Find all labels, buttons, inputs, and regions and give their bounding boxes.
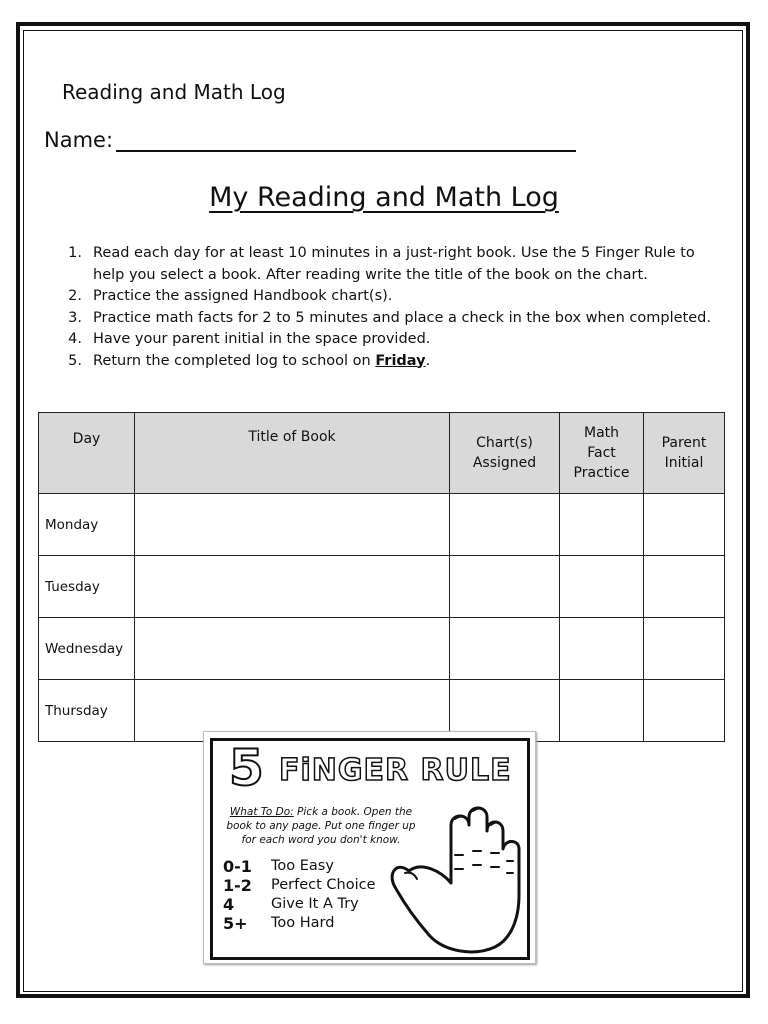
log-label: Reading and Math Log <box>62 80 286 104</box>
instruction-number: 3. <box>68 309 82 326</box>
instruction-number: 1. <box>68 245 82 261</box>
instruction-text: Practice math facts for 2 to 5 minutes and place a check in the box when completed. <box>93 309 711 326</box>
scale-label: Too Easy <box>271 858 334 874</box>
math-practice-cell[interactable] <box>560 556 644 618</box>
header-math-line2: Fact <box>587 445 616 461</box>
scale-key: 1-2 <box>223 876 252 895</box>
header-parent-initial <box>644 413 725 494</box>
book-title-cell[interactable] <box>135 618 450 680</box>
scale-key: 5+ <box>223 914 248 933</box>
math-practice-cell[interactable] <box>560 618 644 680</box>
instruction-number: 5. <box>68 352 82 369</box>
scale-label: Give It A Try <box>271 896 359 912</box>
rule-heading: FiNGER RULE <box>279 753 512 788</box>
instruction-item <box>62 308 722 330</box>
day-cell: Wednesday <box>39 618 135 680</box>
table-row <box>39 556 725 618</box>
rule-card-border <box>210 738 530 960</box>
instruction-number: 2. <box>68 288 82 304</box>
header-title-of-book: Title of Book <box>135 413 450 494</box>
charts-cell[interactable] <box>450 494 560 556</box>
scale-row <box>223 895 376 914</box>
parent-initial-cell[interactable] <box>644 494 725 556</box>
what-to-do-body: Pick a book. Open the book to any page. Put one finger up for each word you don't know. <box>226 806 416 846</box>
hand-icon <box>387 791 527 959</box>
parent-initial-cell[interactable] <box>644 680 725 742</box>
header-parent-line2: Initial <box>664 455 704 471</box>
day-cell: Monday <box>39 494 135 556</box>
header-parent-line1: Parent <box>661 435 707 451</box>
instruction-text: Have your parent initial in the space provided. <box>93 331 431 347</box>
instruction-item <box>62 286 722 308</box>
charts-cell[interactable] <box>450 618 560 680</box>
scale-row <box>223 914 376 933</box>
table-row <box>39 494 725 556</box>
instruction-item <box>62 351 722 373</box>
instruction-item <box>62 243 722 286</box>
what-to-do-label: What To Do: <box>229 806 294 818</box>
page-title <box>0 182 768 213</box>
instruction-number: 4. <box>68 331 82 347</box>
header-math-fact-practice <box>560 413 644 494</box>
due-day: Friday <box>375 352 426 369</box>
day-cell: Tuesday <box>39 556 135 618</box>
instruction-text: Read each day for at least 10 minutes in a just-right book. Use the 5 Finger Rule to help you select a book. After reading write the title of the book on the chart. <box>93 245 695 283</box>
day-cell: Thursday <box>39 680 135 742</box>
name-field-line[interactable] <box>116 150 576 152</box>
scale-label: Too Hard <box>271 915 335 931</box>
five-finger-rule-card <box>203 731 536 964</box>
instructions-list <box>62 243 722 372</box>
book-title-cell[interactable] <box>135 494 450 556</box>
book-title-cell[interactable] <box>135 556 450 618</box>
table-header-row <box>39 413 725 494</box>
math-practice-cell[interactable] <box>560 494 644 556</box>
header-math-line1: Math <box>583 425 620 441</box>
header-charts-assigned <box>450 413 560 494</box>
rule-scale <box>223 857 376 933</box>
page-title-text: My Reading and Math Log <box>209 182 559 213</box>
table-row <box>39 618 725 680</box>
math-practice-cell[interactable] <box>560 680 644 742</box>
rule-number: 5 <box>229 739 264 797</box>
instruction-text: Practice the assigned Handbook chart(s). <box>93 288 393 304</box>
scale-label: Perfect Choice <box>271 877 376 893</box>
charts-cell[interactable] <box>450 556 560 618</box>
scale-row <box>223 857 376 876</box>
reading-math-log-table <box>38 412 725 742</box>
header-charts-line1: Chart(s) <box>476 435 533 451</box>
instruction-text: Return the completed log to school on <box>93 352 376 369</box>
instruction-item <box>62 329 722 351</box>
scale-row <box>223 876 376 895</box>
scale-key: 0-1 <box>223 857 252 876</box>
instruction-text-end: . <box>425 352 431 369</box>
header-charts-line2: Assigned <box>472 455 537 471</box>
name-label: Name: <box>44 128 114 152</box>
header-day: Day <box>39 413 135 494</box>
scale-key: 4 <box>223 895 235 914</box>
header-math-line3: Practice <box>573 465 630 481</box>
parent-initial-cell[interactable] <box>644 618 725 680</box>
parent-initial-cell[interactable] <box>644 556 725 618</box>
